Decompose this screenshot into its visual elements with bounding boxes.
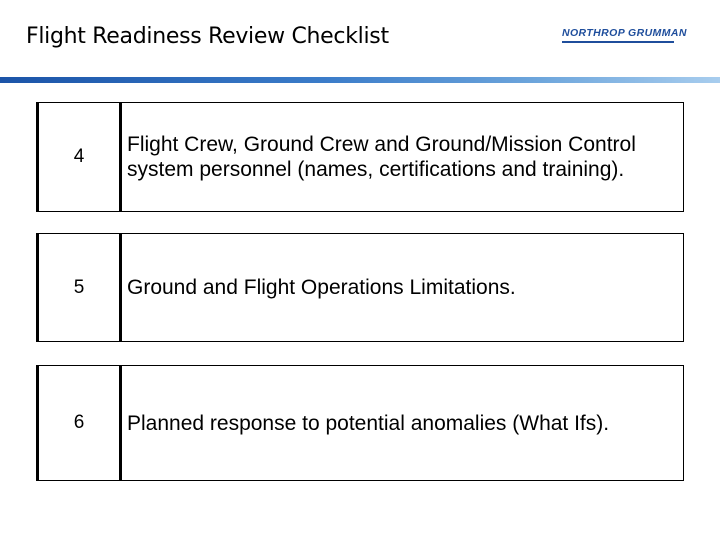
checklist-item-number: 6 xyxy=(36,365,120,481)
checklist-item-text: Flight Crew, Ground Crew and Ground/Mission Control system personnel (names, certifications and training). xyxy=(120,102,684,212)
checklist-item-text: Planned response to potential anomalies (What Ifs). xyxy=(120,365,684,481)
header-divider xyxy=(0,77,720,83)
company-logo: NORTHROP GRUMMAN xyxy=(562,27,687,39)
checklist-row xyxy=(36,365,684,481)
checklist-item-number: 4 xyxy=(36,102,120,212)
checklist-row xyxy=(36,102,684,212)
page-title: Flight Readiness Review Checklist xyxy=(26,24,389,49)
logo-underline xyxy=(562,41,674,43)
checklist-item-number: 5 xyxy=(36,233,120,342)
checklist-row xyxy=(36,233,684,342)
checklist-item-text: Ground and Flight Operations Limitations. xyxy=(120,233,684,342)
